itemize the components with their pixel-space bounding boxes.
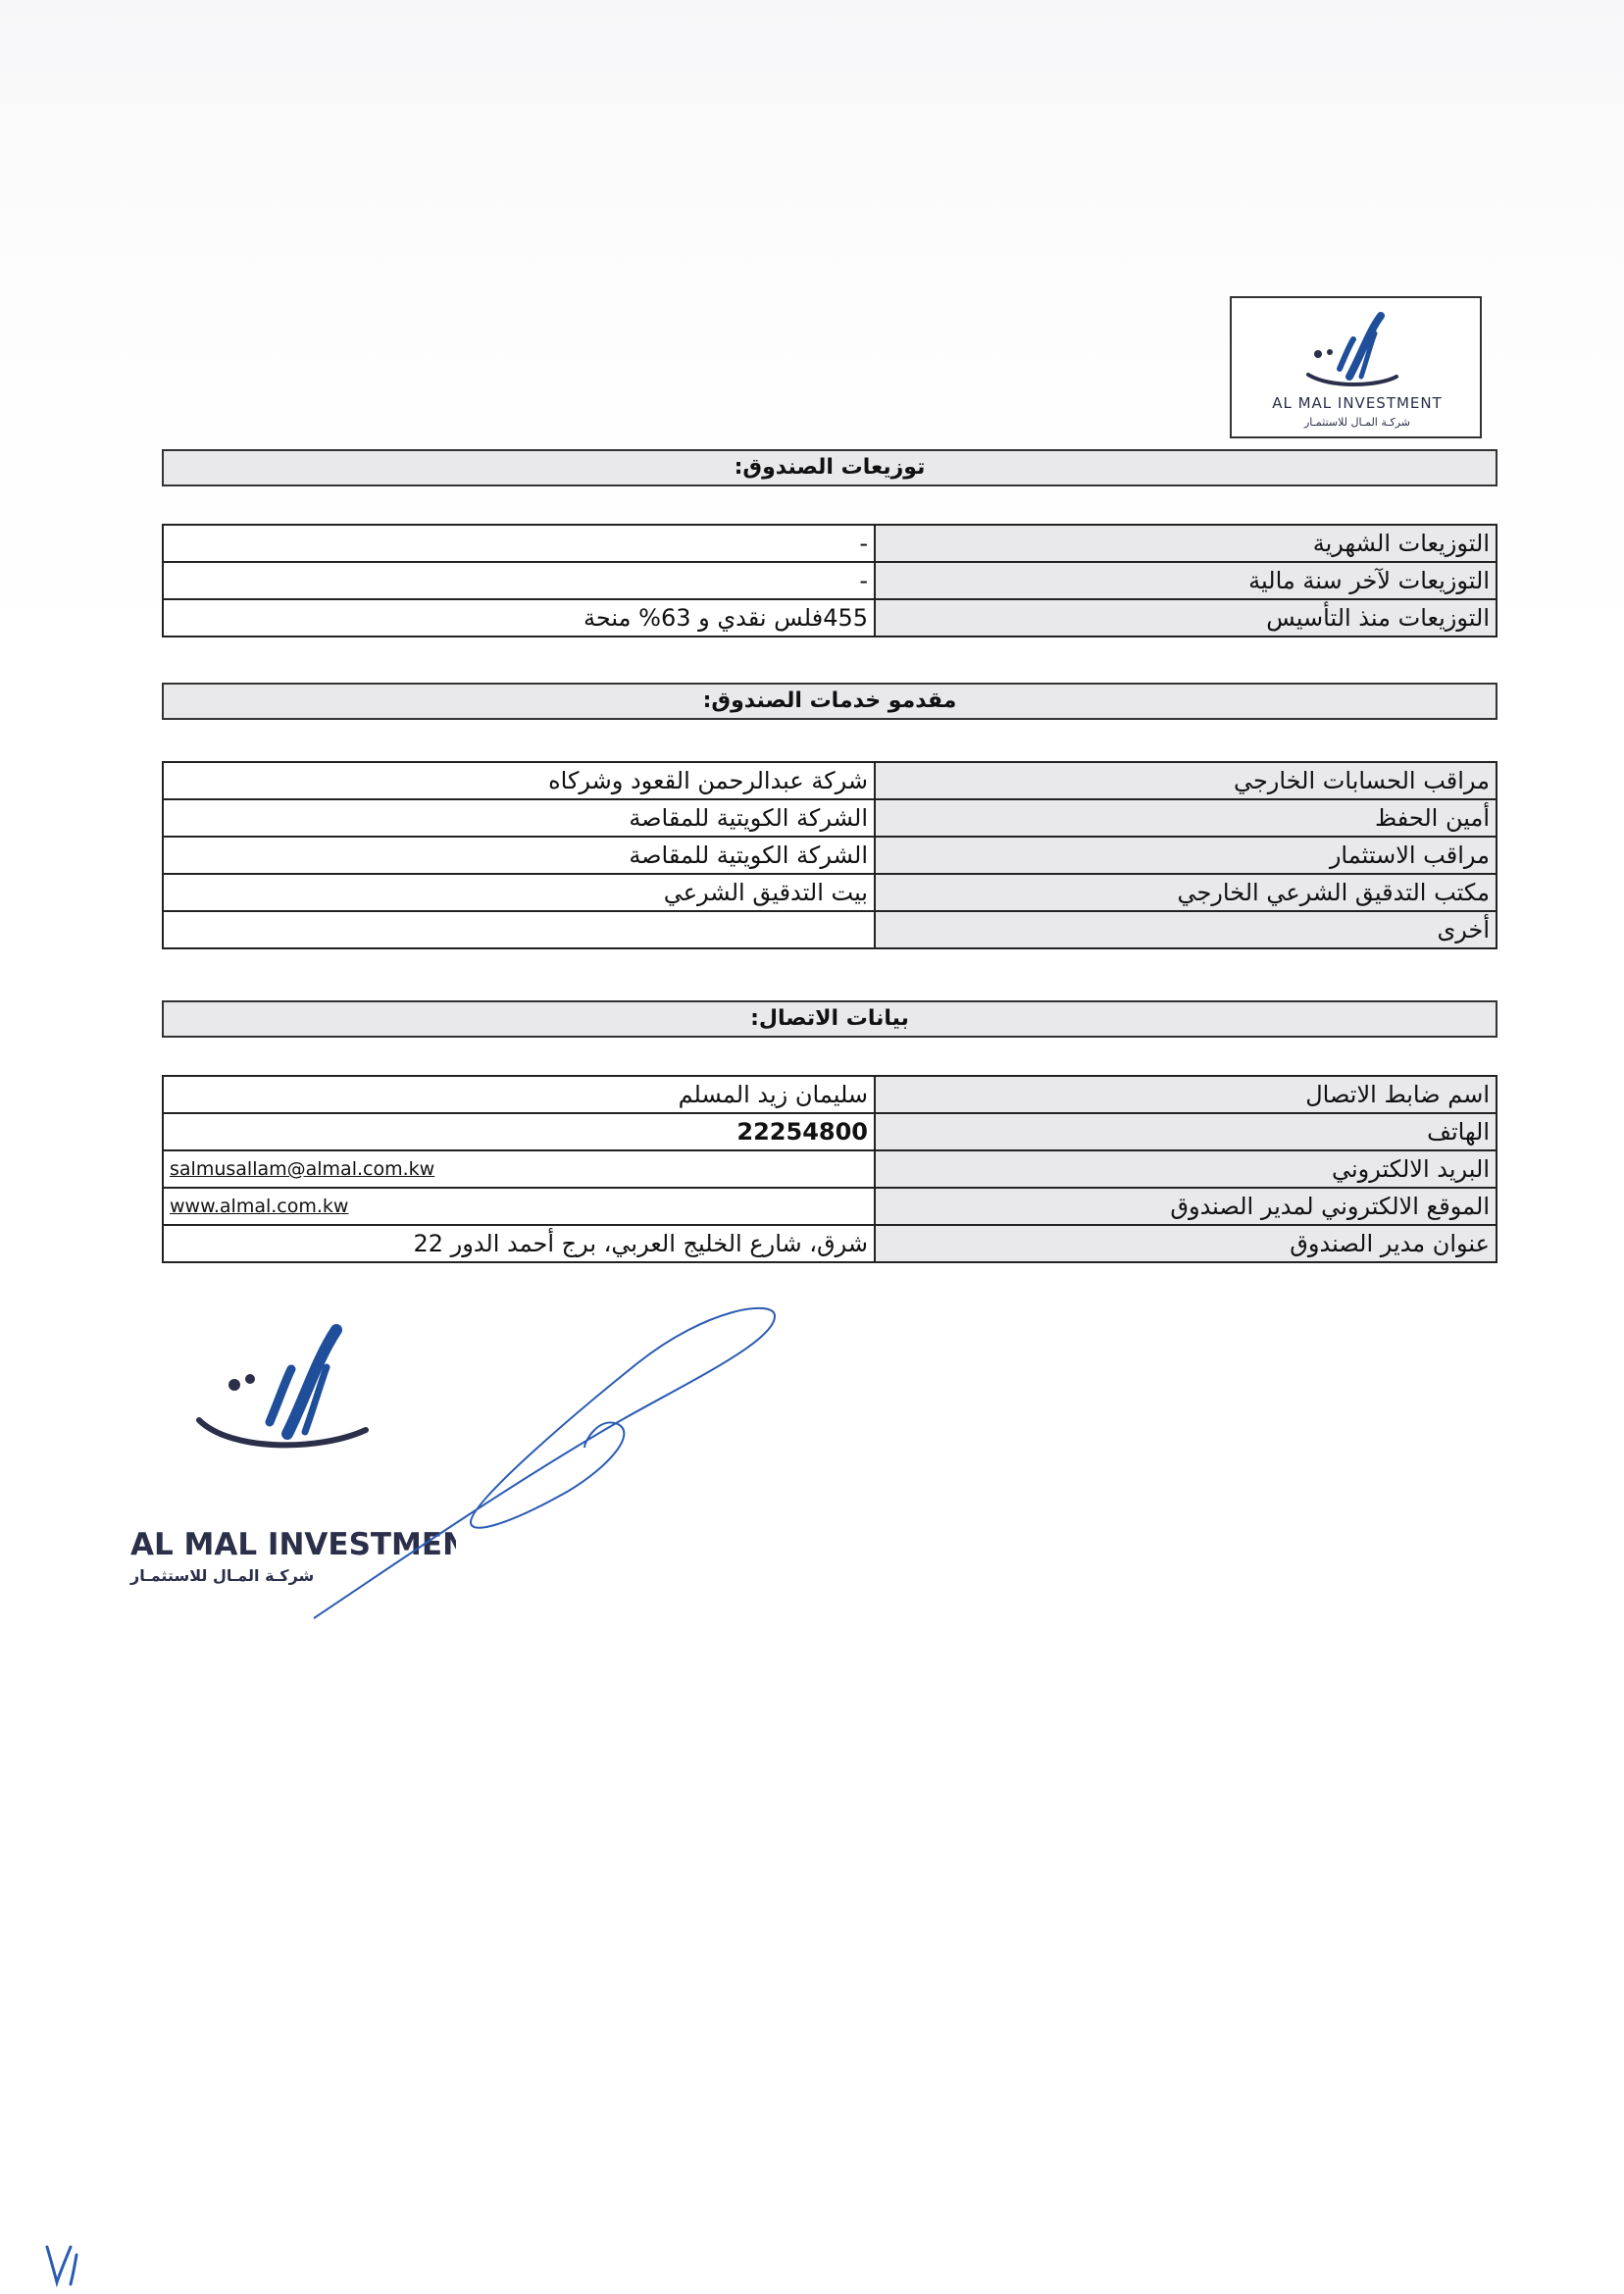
table-row <box>163 1225 1497 1262</box>
row-label: مراقب الحسابات الخارجي <box>875 762 1497 799</box>
row-value: بيت التدقيق الشرعي <box>163 874 875 911</box>
email-cell <box>163 1150 875 1188</box>
distributions-table <box>162 524 1497 637</box>
table-row <box>163 599 1497 637</box>
row-label: اسم ضابط الاتصال <box>875 1076 1497 1113</box>
row-label: مكتب التدقيق الشرعي الخارجي <box>875 874 1497 911</box>
row-label: الموقع الالكتروني لمدير الصندوق <box>875 1188 1497 1225</box>
distributions-header: توزيعات الصندوق: <box>162 449 1497 486</box>
row-label: التوزيعات لآخر سنة مالية <box>875 562 1497 599</box>
table-row <box>163 799 1497 837</box>
contact-officer-name: سليمان زيد المسلم <box>163 1076 875 1113</box>
logo-name-ar: شركـة المـال للاستثمـار <box>1304 416 1410 429</box>
table-row <box>163 874 1497 911</box>
table-row <box>163 525 1497 562</box>
company-logo <box>1230 296 1482 438</box>
table-row <box>163 1113 1497 1150</box>
table-row <box>163 762 1497 799</box>
row-label: التوزيعات الشهرية <box>875 525 1497 562</box>
row-value: شركة عبدالرحمن القعود وشركاه <box>163 762 875 799</box>
row-label: مراقب الاستثمار <box>875 837 1497 874</box>
stamp-name-ar: شركـة المـال للاستثمـار <box>130 1566 315 1585</box>
website-cell <box>163 1188 875 1225</box>
table-row <box>163 911 1497 948</box>
logo-name-en: AL MAL INVESTMENT <box>1272 394 1443 412</box>
table-row <box>163 837 1497 874</box>
table-row <box>163 1076 1497 1113</box>
address-value: شرق، شارع الخليج العربي، برج أحمد الدور 22 <box>163 1225 875 1262</box>
contact-table <box>162 1075 1497 1263</box>
service-providers-header: مقدمو خدمات الصندوق: <box>162 683 1497 720</box>
initials-mark <box>39 2241 98 2294</box>
contact-header: بيانات الاتصال: <box>162 1000 1497 1038</box>
email-link[interactable]: salmusallam@almal.com.kw <box>170 1158 435 1180</box>
row-value: الشركة الكويتية للمقاصة <box>163 799 875 837</box>
row-label: البريد الالكتروني <box>875 1150 1497 1188</box>
row-value <box>163 911 875 948</box>
service-providers-table <box>162 761 1497 949</box>
signature <box>294 1295 804 1652</box>
table-row <box>163 1188 1497 1225</box>
row-label: عنوان مدير الصندوق <box>875 1225 1497 1262</box>
row-label: أخرى <box>875 911 1497 948</box>
table-row <box>163 562 1497 599</box>
row-value: 455فلس نقدي و 63% منحة <box>163 599 875 637</box>
website-link[interactable]: www.almal.com.kw <box>170 1196 349 1217</box>
phone-number: 22254800 <box>163 1113 875 1150</box>
row-label: أمين الحفظ <box>875 799 1497 837</box>
table-row <box>163 1150 1497 1188</box>
row-value: - <box>163 525 875 562</box>
stamp-name-en: AL MAL INVESTMENT <box>130 1527 456 1562</box>
row-value: الشركة الكويتية للمقاصة <box>163 837 875 874</box>
row-value: - <box>163 562 875 599</box>
row-label: التوزيعات منذ التأسيس <box>875 599 1497 637</box>
row-label: الهاتف <box>875 1113 1497 1150</box>
